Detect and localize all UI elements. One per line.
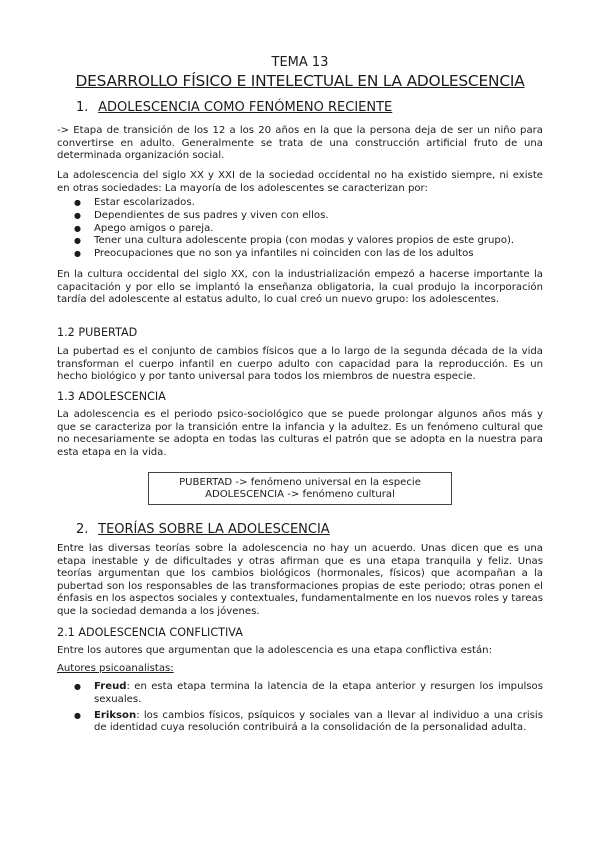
summary-box <box>148 472 452 505</box>
list-item: ● Dependientes de sus padres y viven con ellos. <box>57 210 543 223</box>
section-1-paragraph-2: La adolescencia del siglo XX y XXI de la sociedad occidental no ha existido siempre, ni existe en otras sociedades: La mayoría de los adolescentes se caracterizan por: <box>57 170 543 194</box>
section-1-number: 1. <box>76 100 89 115</box>
list-item <box>57 681 543 707</box>
section-2-1-heading: 2.1 ADOLESCENCIA CONFLICTIVA <box>57 626 243 639</box>
section-2-number: 2. <box>76 522 89 537</box>
list-item: ● Estar escolarizados. <box>57 197 543 210</box>
section-1-2-paragraph: La pubertad es el conjunto de cambios físicos que a lo largo de la segunda década de la vida transforman el cuerpo infantil en cuerpo adulto con capacidad para la reproducción. Es un hecho biológico y por tanto universal para todos los miembros de nuestra especie. <box>57 346 543 383</box>
section-1-title: ADOLESCENCIA COMO FENÓMENO RECIENTE <box>98 100 393 115</box>
main-heading: DESARROLLO FÍSICO E INTELECTUAL EN LA ADOLESCENCIA <box>75 72 525 90</box>
author-text: : los cambios físicos, psíquicos y sociales van a llevar al individuo a una crisis de identidad cuya resolución contribuirá a la consolidación de la personalidad adulta. <box>94 709 543 734</box>
section-1-paragraph-3: En la cultura occidental del siglo XX, con la industrialización empezó a hacerse importante la capacitación y por ello se implantó la enseñanza obligatoria, la cual produjo la incorporación tardía del adolescente al estatus adulto, lo cual creó un nuevo grupo: los adolescentes. <box>57 269 543 306</box>
author-text: : en esta etapa termina la latencia de la etapa anterior y resurgen los impulsos sexuales. <box>94 681 543 705</box>
authors-list <box>57 681 543 735</box>
author-name: Erikson <box>94 709 137 721</box>
document-title: TEMA 13 <box>271 55 329 70</box>
section-2-title: TEORÍAS SOBRE LA ADOLESCENCIA <box>98 522 330 537</box>
author-name: Freud <box>94 681 127 692</box>
section-1-2-heading: 1.2 PUBERTAD <box>57 326 138 339</box>
psychoanalysts-subheading: Autores psicoanalistas: <box>57 663 174 674</box>
list-item: ● Tener una cultura adolescente propia (con modas y valores propios de este grupo). <box>57 235 543 248</box>
list-item <box>57 710 543 736</box>
section-1-paragraph-1: -> Etapa de transición de los 12 a los 20 años en la que la persona deja de ser un niño para convertirse en adulto. Generalmente se trata de una construcción artificial fruto de una determinada organización social. <box>57 125 543 162</box>
section-1-3-paragraph: La adolescencia es el periodo psico-sociológico que se puede prolongar algunos años más y que se caracteriza por la transición entre la infancia y la adultez. Es un fenómeno cultural que no necesariamente se adopta en todas las culturas el patrón que se adopta en la nuestra para esta etapa en la vida. <box>57 409 543 458</box>
list-item: ● Apego amigos o pareja. <box>57 223 543 236</box>
list-item: ● Preocupaciones que no son ya infantiles ni coinciden con las de los adultos <box>57 248 543 261</box>
section-1-heading <box>76 100 546 115</box>
section-1-3-heading: 1.3 ADOLESCENCIA <box>57 390 166 403</box>
section-2-1-paragraph: Entre los autores que argumentan que la adolescencia es una etapa conflictiva están: <box>57 645 492 656</box>
characteristics-list <box>57 197 543 261</box>
summary-box-line-2: ADOLESCENCIA -> fenómeno cultural <box>205 489 395 501</box>
section-2-heading <box>76 522 546 537</box>
section-2-paragraph: Entre las diversas teorías sobre la adolescencia no hay un acuerdo. Unas dicen que es una etapa inestable y de dificultades y otras afirman que es una etapa tranquila y feliz. Unas teorías argumentan que los cambios biológicos (hormonales, físicos) que acompañan a la pubertad son los responsables de las transformaciones propias de este periodo; otras ponen el énfasis en los aspectos sociales y contextuales, fundamentalmente en los nuevos roles y tareas que la sociedad demanda a los jóvenes. <box>57 543 543 617</box>
summary-box-line-1: PUBERTAD -> fenómeno universal en la especie <box>179 477 421 488</box>
